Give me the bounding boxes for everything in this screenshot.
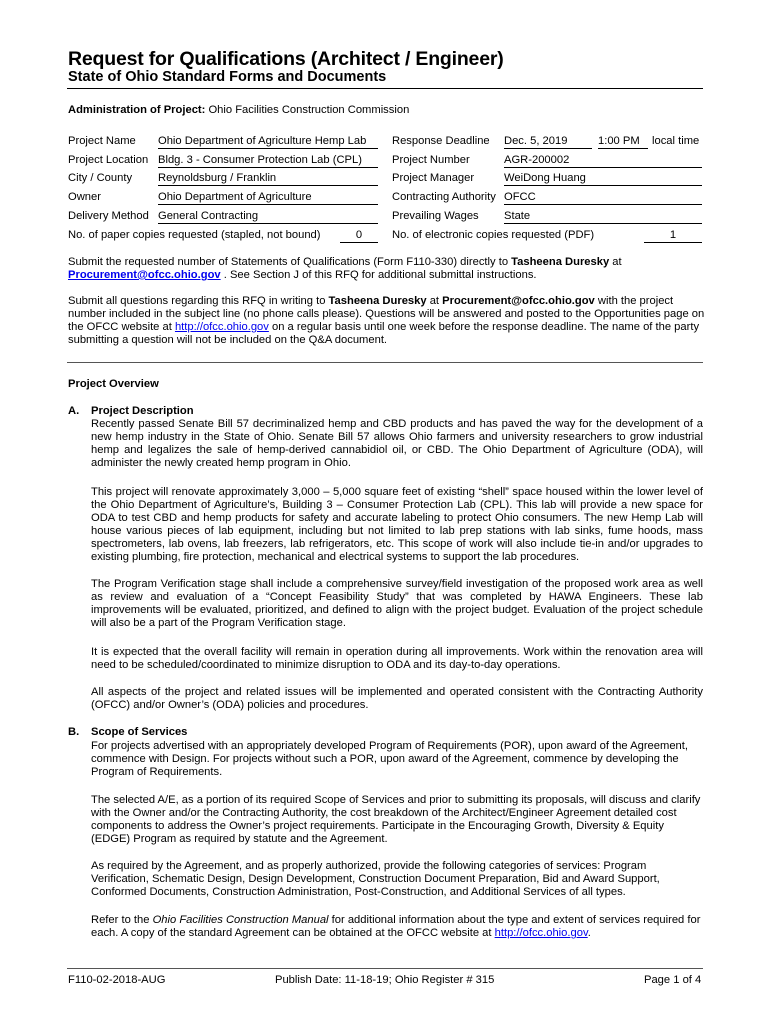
section-a-letter: A. [68,405,80,417]
procurement-email-link[interactable]: Procurement@ofcc.ohio.gov [68,269,221,281]
project-name-field: Ohio Department of Agriculture Hemp Lab [158,134,378,149]
owner-label: Owner [68,191,101,203]
city-county-label: City / County [68,172,133,184]
section-b-p4-mid: for additional information about the type and extent of services required for each. A copy of the standard Agreement can be obtained at the OFCC website at [91,914,701,939]
section-a-title: Project Description [91,405,194,417]
section-b-paragraph-4 [91,914,703,940]
questions-text-mid: with the project number included in the subject line (no phone calls please). Questions will be answered and posted to the Opportunities page on the OFCC website at [68,295,705,333]
contact-name: Tasheena Duresky [511,256,610,268]
electronic-copies-label: No. of electronic copies requested (PDF) [392,229,595,241]
project-manager-field: WeiDong Huang [504,171,702,186]
questions-contact-name: Tasheena Duresky [328,295,427,307]
footer-form-id: F110-02-2018-AUG [68,974,166,986]
section-a-paragraph-4: It is expected that the overall facility will remain in operation during all improvements. Work within the renovation area will need to be scheduled/coordinated to minimize disruption to ODA and its day-to-day operations. [91,646,703,671]
response-deadline-date-field: Dec. 5, 2019 [504,134,592,149]
local-time-label: local time [652,135,700,147]
section-a-paragraph-2: This project will renovate approximately 3,000 – 5,000 square feet of existing “shell” space housed within the lower level of the Ohio Department of Agriculture’s, Building 3 – Consumer Protection Lab (CPL). This lab will provide a new space for ODA to test CBD and hemp products for safety and accurate labeling to protect Ohio consumers. The new Hemp Lab will house various pieces of lab equipment, including but not limited to lab prep stations with lab sinks, fume hoods, mass spectrometers, lab ovens, lab freezers, lab refrigerators, etc. This scope of work will also include tie-in and/or upgrades to existing plumbing, fire protection, mechanical and electrical systems to support the lab procedures. [91,486,703,563]
city-county-field: Reynoldsburg / Franklin [158,171,378,186]
contracting-authority-field: OFCC [504,190,702,205]
questions-instructions [68,295,708,347]
submittal-at: at [609,256,622,268]
paper-copies-label: No. of paper copies requested (stapled, not bound) [68,229,321,241]
questions-text: Submit all questions regarding this RFQ in writing to [68,295,329,307]
ofcc-manual-title: Ohio Facilities Construction Manual [152,914,329,926]
section-b-paragraph-2: The selected A/E, as a portion of its required Scope of Services and prior to submitting its proposals, will discuss and clarify with the Owner and/or the Contracting Authority, the cost breakdown of the Architect/Engineer Agreement detailed cost components to address the Owner’s project requirements. Participate in the Encouraging Growth, Diversity & Equity (EDGE) Program as required by statute and the Agreement. [91,794,701,845]
submittal-text-end: . See Section J of this RFQ for additional submittal instructions. [220,269,537,281]
administration-label: Administration of Project: [68,104,206,116]
delivery-method-label: Delivery Method [68,210,149,222]
project-number-field: AGR-200002 [504,153,702,168]
section-b-title: Scope of Services [91,726,188,738]
electronic-copies-field: 1 [644,228,702,243]
project-location-field: Bldg. 3 - Consumer Protection Lab (CPL) [158,153,378,168]
contracting-authority-label: Contracting Authority [392,191,496,203]
owner-field: Ohio Department of Agriculture [158,190,378,205]
section-b-paragraph-1: For projects advertised with an appropriately developed Program of Requirements (POR), upon award of the Agreement, commence with Design. For projects without such a POR, upon award of the Agreement, commence by developing the Program of Requirements. [91,740,688,778]
questions-at: at [426,295,443,307]
questions-email: Procurement@ofcc.ohio.gov [442,295,595,307]
response-deadline-time-field: 1:00 PM [598,134,648,149]
section-rule [67,362,703,363]
submittal-instructions [68,256,708,282]
project-name-label: Project Name [68,135,136,147]
section-b-p4-end: . [587,927,591,939]
footer-rule [67,968,703,969]
section-b-p4-text: Refer to the [91,914,153,926]
section-a-paragraph-3: The Program Verification stage shall include a comprehensive survey/field investigation of the proposed work area as well as review and evaluation of a “Concept Feasibility Study” that was completed by HAWA Engineers. These lab improvements will be evaluated, prioritized, and defined to align with the project budget. Evaluation of the project schedule will also be a part of the Program Verification stage. [91,578,703,629]
questions-text-end: on a regular basis until one week before the response deadline. The name of the party submitting a question will not be included on the Q&A document. [68,321,700,346]
ofcc-agreement-link[interactable]: http://ofcc.ohio.gov [494,927,588,939]
paper-copies-field: 0 [340,228,378,243]
prevailing-wages-label: Prevailing Wages [392,210,479,222]
submittal-text: Submit the requested number of Statements of Qualifications (Form F110-330) directly to [68,256,512,268]
administration-line [68,104,409,116]
footer-publish-date: Publish Date: 11-18-19; Ohio Register # 315 [275,974,495,986]
project-location-label: Project Location [68,154,149,166]
section-b-paragraph-3: As required by the Agreement, and as properly authorized, provide the following categories of services: Program Verification, Schematic Design, Design Development, Construction Document Preparation, Bid and Award Support, Conformed Documents, Construction Administration, Post-Construction, and Additional Services of all types. [91,860,660,898]
section-b-letter: B. [68,726,80,738]
section-a-paragraph-1: Recently passed Senate Bill 57 decriminalized hemp and CBD products and has paved the way for the development of a new hemp industry in the State of Ohio. Senate Bill 57 allows Ohio farmers and university researchers to grow industrial hemp and legalizes the sale of hemp-derived cannabidiol oil, or CBD. The Ohio Department of Agriculture (ODA), will administer the newly created hemp program in Ohio. [91,418,703,469]
footer-page-number: Page 1 of 4 [644,974,702,986]
response-deadline-label: Response Deadline [392,135,490,147]
delivery-method-field: General Contracting [158,209,378,224]
administration-value: Ohio Facilities Construction Commission [208,104,410,116]
project-manager-label: Project Manager [392,172,475,184]
project-overview-heading: Project Overview [68,378,159,390]
ofcc-website-link[interactable]: http://ofcc.ohio.gov [174,321,269,333]
document-title: Request for Qualifications (Architect / Engineer) [68,48,504,70]
project-number-label: Project Number [392,154,470,166]
document-subtitle: State of Ohio Standard Forms and Documents [68,69,387,85]
prevailing-wages-field: State [504,209,702,224]
header-rule [67,88,703,89]
section-a-paragraph-5: All aspects of the project and related issues will be implemented and operated consistent with the Contracting Authority (OFCC) and/or Owner’s (ODA) policies and procedures. [91,686,703,711]
